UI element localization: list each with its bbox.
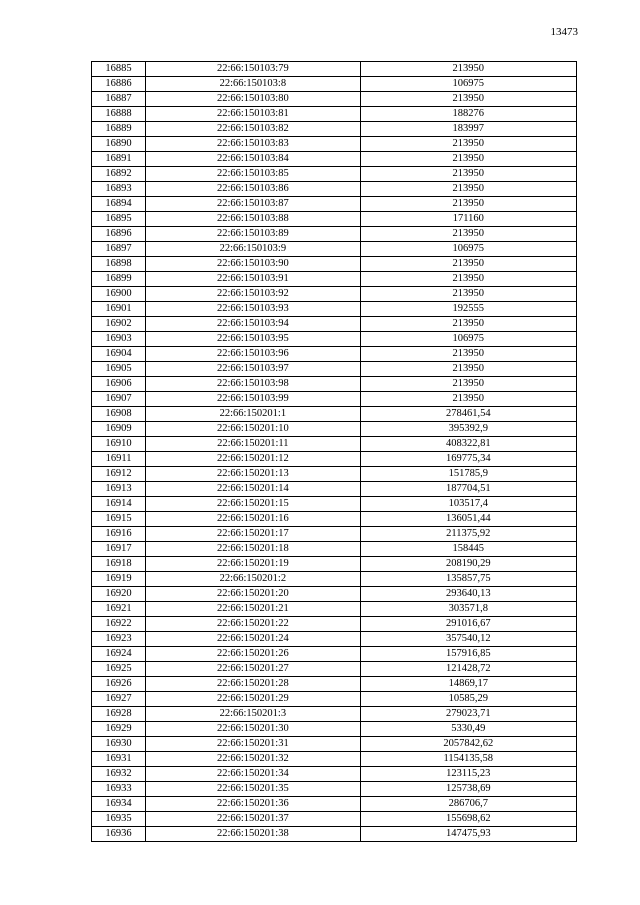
row-number-cell: 16898 (92, 257, 146, 272)
cadastral-value-cell: 213950 (360, 257, 576, 272)
table-row (92, 362, 577, 377)
cadastral-number-cell: 22:66:150103:93 (146, 302, 360, 317)
table-row (92, 152, 577, 167)
cadastral-value-cell: 213950 (360, 287, 576, 302)
cadastral-number-cell: 22:66:150201:32 (146, 752, 360, 767)
cadastral-value-cell: 213950 (360, 362, 576, 377)
row-number-cell: 16922 (92, 617, 146, 632)
row-number-cell: 16912 (92, 467, 146, 482)
cadastral-value-cell: 155698,62 (360, 812, 576, 827)
cadastral-value-cell: 106975 (360, 77, 576, 92)
cadastral-number-cell: 22:66:150201:22 (146, 617, 360, 632)
table-row (92, 92, 577, 107)
row-number-cell: 16907 (92, 392, 146, 407)
table-row (92, 272, 577, 287)
table-row (92, 437, 577, 452)
cadastral-value-cell: 303571,8 (360, 602, 576, 617)
cadastral-number-cell: 22:66:150103:87 (146, 197, 360, 212)
cadastral-value-cell: 147475,93 (360, 827, 576, 842)
cadastral-value-cell: 286706,7 (360, 797, 576, 812)
table-row (92, 632, 577, 647)
row-number-cell: 16894 (92, 197, 146, 212)
row-number-cell: 16931 (92, 752, 146, 767)
cadastral-value-cell: 278461,54 (360, 407, 576, 422)
cadastral-number-cell: 22:66:150103:80 (146, 92, 360, 107)
cadastral-value-cell: 188276 (360, 107, 576, 122)
cadastral-value-cell: 125738,69 (360, 782, 576, 797)
cadastral-number-cell: 22:66:150103:83 (146, 137, 360, 152)
cadastral-number-cell: 22:66:150103:81 (146, 107, 360, 122)
table-row (92, 287, 577, 302)
cadastral-number-cell: 22:66:150201:14 (146, 482, 360, 497)
table-row (92, 722, 577, 737)
cadastral-number-cell: 22:66:150103:79 (146, 62, 360, 77)
row-number-cell: 16918 (92, 557, 146, 572)
row-number-cell: 16905 (92, 362, 146, 377)
table-row (92, 377, 577, 392)
cadastral-number-cell: 22:66:150103:95 (146, 332, 360, 347)
cadastral-number-cell: 22:66:150201:35 (146, 782, 360, 797)
cadastral-value-cell: 103517,4 (360, 497, 576, 512)
row-number-cell: 16909 (92, 422, 146, 437)
cadastral-number-cell: 22:66:150103:82 (146, 122, 360, 137)
cadastral-number-cell: 22:66:150201:19 (146, 557, 360, 572)
cadastral-number-cell: 22:66:150201:29 (146, 692, 360, 707)
row-number-cell: 16935 (92, 812, 146, 827)
cadastral-number-cell: 22:66:150201:38 (146, 827, 360, 842)
cadastral-value-cell: 213950 (360, 272, 576, 287)
cadastral-value-cell: 213950 (360, 392, 576, 407)
table-row (92, 482, 577, 497)
row-number-cell: 16924 (92, 647, 146, 662)
cadastral-number-cell: 22:66:150201:12 (146, 452, 360, 467)
row-number-cell: 16917 (92, 542, 146, 557)
table-row (92, 797, 577, 812)
cadastral-number-cell: 22:66:150103:84 (146, 152, 360, 167)
cadastral-number-cell: 22:66:150201:34 (146, 767, 360, 782)
row-number-cell: 16929 (92, 722, 146, 737)
table-row (92, 497, 577, 512)
row-number-cell: 16891 (92, 152, 146, 167)
cadastral-number-cell: 22:66:150201:26 (146, 647, 360, 662)
cadastral-number-cell: 22:66:150201:2 (146, 572, 360, 587)
cadastral-value-cell: 121428,72 (360, 662, 576, 677)
cadastral-value-cell: 158445 (360, 542, 576, 557)
cadastral-value-cell: 106975 (360, 332, 576, 347)
cadastral-value-cell: 123115,23 (360, 767, 576, 782)
cadastral-number-cell: 22:66:150201:17 (146, 527, 360, 542)
cadastral-number-cell: 22:66:150201:10 (146, 422, 360, 437)
cadastral-value-cell: 213950 (360, 347, 576, 362)
cadastral-value-cell: 1154135,58 (360, 752, 576, 767)
cadastral-value-cell: 2057842,62 (360, 737, 576, 752)
cadastral-value-cell: 157916,85 (360, 647, 576, 662)
table-row (92, 242, 577, 257)
row-number-cell: 16916 (92, 527, 146, 542)
cadastral-number-cell: 22:66:150201:28 (146, 677, 360, 692)
cadastral-number-cell: 22:66:150103:92 (146, 287, 360, 302)
cadastral-value-cell: 408322,81 (360, 437, 576, 452)
table-row (92, 647, 577, 662)
row-number-cell: 16914 (92, 497, 146, 512)
table-row (92, 557, 577, 572)
row-number-cell: 16888 (92, 107, 146, 122)
cadastral-value-cell: 279023,71 (360, 707, 576, 722)
row-number-cell: 16923 (92, 632, 146, 647)
table-row (92, 407, 577, 422)
table-row (92, 452, 577, 467)
row-number-cell: 16921 (92, 602, 146, 617)
cadastral-number-cell: 22:66:150103:90 (146, 257, 360, 272)
cadastral-value-cell: 10585,29 (360, 692, 576, 707)
row-number-cell: 16901 (92, 302, 146, 317)
table-row (92, 737, 577, 752)
row-number-cell: 16885 (92, 62, 146, 77)
cadastral-number-cell: 22:66:150201:15 (146, 497, 360, 512)
cadastral-value-cell: 293640,13 (360, 587, 576, 602)
table-row (92, 197, 577, 212)
cadastral-number-cell: 22:66:150103:8 (146, 77, 360, 92)
cadastral-number-cell: 22:66:150201:37 (146, 812, 360, 827)
cadastral-value-cell: 213950 (360, 92, 576, 107)
table-row (92, 347, 577, 362)
row-number-cell: 16936 (92, 827, 146, 842)
cadastral-value-cell: 213950 (360, 182, 576, 197)
cadastral-value-cell: 291016,67 (360, 617, 576, 632)
table-row (92, 527, 577, 542)
table-row (92, 122, 577, 137)
table-row (92, 512, 577, 527)
row-number-cell: 16906 (92, 377, 146, 392)
table-row (92, 422, 577, 437)
row-number-cell: 16902 (92, 317, 146, 332)
cadastral-table (91, 61, 577, 842)
table-row (92, 692, 577, 707)
cadastral-number-cell: 22:66:150201:1 (146, 407, 360, 422)
cadastral-value-cell: 192555 (360, 302, 576, 317)
cadastral-number-cell: 22:66:150201:30 (146, 722, 360, 737)
table-row (92, 227, 577, 242)
cadastral-number-cell: 22:66:150103:96 (146, 347, 360, 362)
row-number-cell: 16895 (92, 212, 146, 227)
table-row (92, 812, 577, 827)
row-number-cell: 16928 (92, 707, 146, 722)
row-number-cell: 16899 (92, 272, 146, 287)
cadastral-value-cell: 395392,9 (360, 422, 576, 437)
cadastral-number-cell: 22:66:150201:11 (146, 437, 360, 452)
row-number-cell: 16911 (92, 452, 146, 467)
table-row (92, 767, 577, 782)
cadastral-value-cell: 171160 (360, 212, 576, 227)
row-number-cell: 16900 (92, 287, 146, 302)
cadastral-value-cell: 213950 (360, 152, 576, 167)
cadastral-number-cell: 22:66:150103:85 (146, 167, 360, 182)
row-number-cell: 16927 (92, 692, 146, 707)
table-row (92, 107, 577, 122)
table-row (92, 617, 577, 632)
table-row (92, 677, 577, 692)
table-row (92, 542, 577, 557)
row-number-cell: 16913 (92, 482, 146, 497)
cadastral-number-cell: 22:66:150103:9 (146, 242, 360, 257)
cadastral-number-cell: 22:66:150103:94 (146, 317, 360, 332)
cadastral-value-cell: 5330,49 (360, 722, 576, 737)
table-row (92, 467, 577, 482)
table-row (92, 827, 577, 842)
cadastral-number-cell: 22:66:150103:99 (146, 392, 360, 407)
row-number-cell: 16932 (92, 767, 146, 782)
table-row (92, 257, 577, 272)
cadastral-value-cell: 169775,34 (360, 452, 576, 467)
row-number-cell: 16926 (92, 677, 146, 692)
row-number-cell: 16887 (92, 92, 146, 107)
row-number-cell: 16908 (92, 407, 146, 422)
page-number: 13473 (550, 26, 578, 38)
table-body (92, 62, 577, 842)
cadastral-number-cell: 22:66:150201:31 (146, 737, 360, 752)
row-number-cell: 16930 (92, 737, 146, 752)
cadastral-number-cell: 22:66:150103:89 (146, 227, 360, 242)
cadastral-number-cell: 22:66:150103:91 (146, 272, 360, 287)
row-number-cell: 16904 (92, 347, 146, 362)
cadastral-value-cell: 183997 (360, 122, 576, 137)
cadastral-value-cell: 14869,17 (360, 677, 576, 692)
table-row (92, 77, 577, 92)
cadastral-value-cell: 151785,9 (360, 467, 576, 482)
row-number-cell: 16903 (92, 332, 146, 347)
row-number-cell: 16892 (92, 167, 146, 182)
cadastral-number-cell: 22:66:150103:88 (146, 212, 360, 227)
table-row (92, 782, 577, 797)
cadastral-value-cell: 187704,51 (360, 482, 576, 497)
cadastral-number-cell: 22:66:150201:16 (146, 512, 360, 527)
cadastral-value-cell: 213950 (360, 137, 576, 152)
row-number-cell: 16893 (92, 182, 146, 197)
cadastral-number-cell: 22:66:150201:20 (146, 587, 360, 602)
table-row (92, 587, 577, 602)
row-number-cell: 16920 (92, 587, 146, 602)
table-row (92, 182, 577, 197)
table-row (92, 707, 577, 722)
cadastral-value-cell: 211375,92 (360, 527, 576, 542)
cadastral-value-cell: 106975 (360, 242, 576, 257)
cadastral-number-cell: 22:66:150103:97 (146, 362, 360, 377)
cadastral-value-cell: 357540,12 (360, 632, 576, 647)
row-number-cell: 16896 (92, 227, 146, 242)
cadastral-value-cell: 208190,29 (360, 557, 576, 572)
cadastral-value-cell: 213950 (360, 197, 576, 212)
table-row (92, 212, 577, 227)
row-number-cell: 16915 (92, 512, 146, 527)
row-number-cell: 16919 (92, 572, 146, 587)
table-row (92, 62, 577, 77)
row-number-cell: 16933 (92, 782, 146, 797)
table-row (92, 392, 577, 407)
row-number-cell: 16889 (92, 122, 146, 137)
table-row (92, 602, 577, 617)
cadastral-number-cell: 22:66:150103:86 (146, 182, 360, 197)
table-row (92, 137, 577, 152)
cadastral-number-cell: 22:66:150201:27 (146, 662, 360, 677)
table-row (92, 572, 577, 587)
row-number-cell: 16910 (92, 437, 146, 452)
table-row (92, 302, 577, 317)
cadastral-number-cell: 22:66:150103:98 (146, 377, 360, 392)
table-row (92, 167, 577, 182)
table-row (92, 317, 577, 332)
table-row (92, 662, 577, 677)
cadastral-number-cell: 22:66:150201:21 (146, 602, 360, 617)
table-row (92, 332, 577, 347)
cadastral-value-cell: 213950 (360, 317, 576, 332)
cadastral-value-cell: 213950 (360, 62, 576, 77)
cadastral-value-cell: 135857,75 (360, 572, 576, 587)
row-number-cell: 16925 (92, 662, 146, 677)
row-number-cell: 16897 (92, 242, 146, 257)
cadastral-value-cell: 213950 (360, 227, 576, 242)
cadastral-number-cell: 22:66:150201:3 (146, 707, 360, 722)
row-number-cell: 16886 (92, 77, 146, 92)
cadastral-number-cell: 22:66:150201:18 (146, 542, 360, 557)
table-row (92, 752, 577, 767)
row-number-cell: 16934 (92, 797, 146, 812)
cadastral-number-cell: 22:66:150201:13 (146, 467, 360, 482)
cadastral-value-cell: 213950 (360, 377, 576, 392)
cadastral-value-cell: 213950 (360, 167, 576, 182)
row-number-cell: 16890 (92, 137, 146, 152)
cadastral-value-cell: 136051,44 (360, 512, 576, 527)
cadastral-number-cell: 22:66:150201:24 (146, 632, 360, 647)
cadastral-number-cell: 22:66:150201:36 (146, 797, 360, 812)
